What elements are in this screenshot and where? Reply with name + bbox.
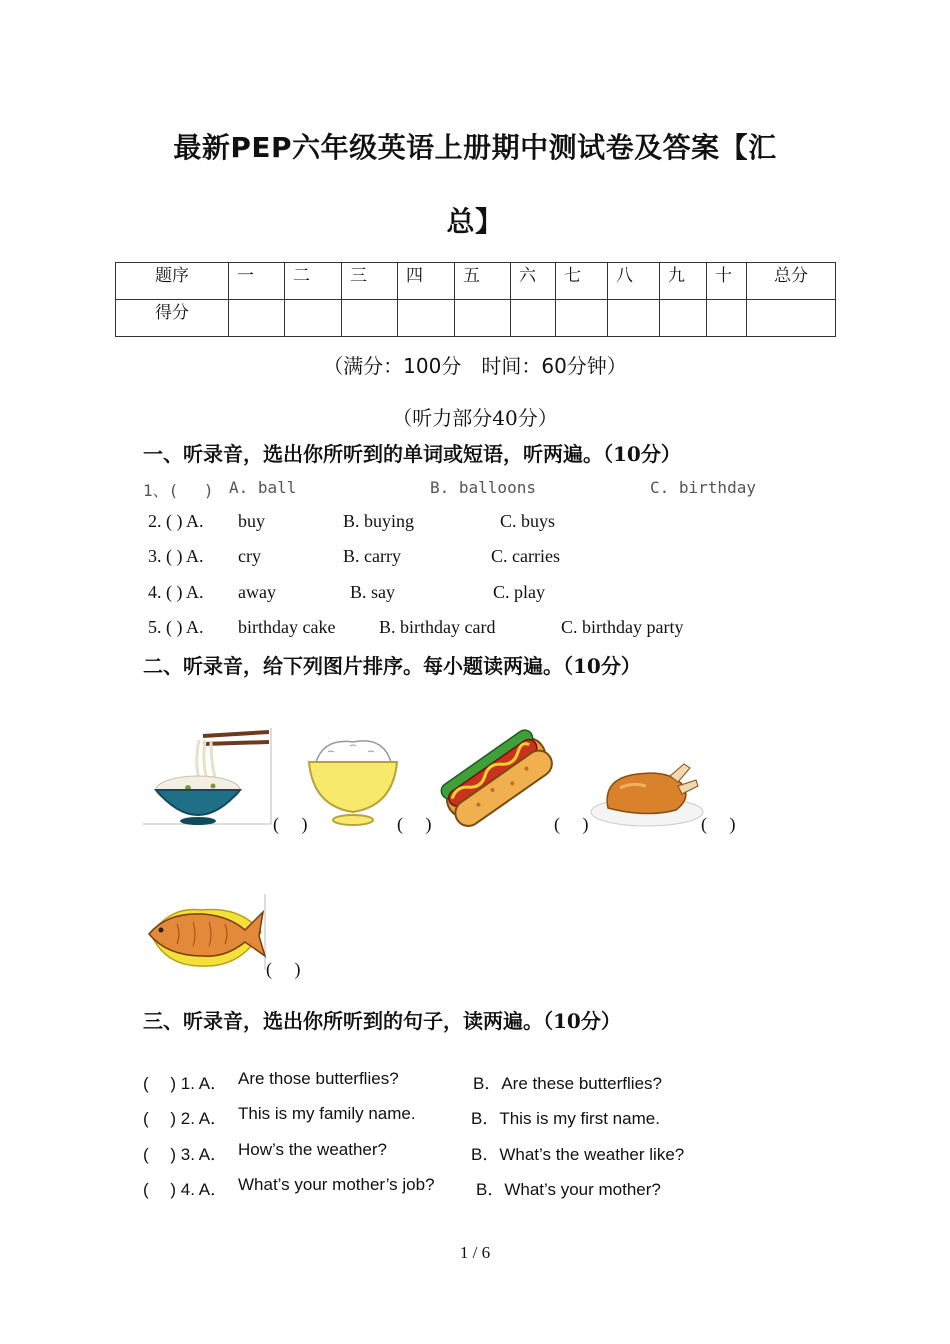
header-cell: 总分: [747, 263, 836, 300]
noodles-icon: [143, 728, 273, 826]
header-cell: 四: [398, 263, 455, 300]
header-cell: 一: [229, 263, 285, 300]
option-b: B. buying: [343, 511, 415, 531]
option-a: away: [238, 582, 276, 602]
score-cell[interactable]: [285, 300, 342, 337]
answer-blank[interactable]: ( ): [266, 959, 301, 979]
header-cell: 题序: [116, 263, 229, 300]
score-cell[interactable]: [229, 300, 285, 337]
answer-blank[interactable]: ( ): [397, 814, 432, 834]
option-a: This is my family name.: [238, 1104, 416, 1123]
score-cell[interactable]: [660, 300, 707, 337]
answer-blank[interactable]: ( ): [701, 814, 736, 834]
option-b: B. birthday card: [379, 617, 496, 637]
header-cell: 三: [342, 263, 398, 300]
option-a: How’s the weather?: [238, 1140, 387, 1159]
question-prefix: 4. ( ) A.: [148, 582, 204, 602]
option-a: buy: [238, 511, 265, 531]
header-cell: 九: [660, 263, 707, 300]
score-cell[interactable]: [342, 300, 398, 337]
exam-info: （满分：100分 时间：60分钟）: [323, 354, 627, 378]
score-table: [115, 262, 836, 337]
option-c: C. play: [493, 582, 545, 602]
option-b: B．Are these butterflies?: [473, 1074, 662, 1093]
option-b: B．This is my first name.: [471, 1109, 660, 1128]
option-a: Are those butterflies?: [238, 1069, 399, 1088]
question1-prefix: 1、( ): [143, 481, 214, 500]
header-cell: 七: [556, 263, 608, 300]
score-cell[interactable]: [556, 300, 608, 337]
score-cell[interactable]: [747, 300, 836, 337]
page-number: 1 / 6: [459, 1243, 491, 1262]
option-b: B. say: [350, 582, 395, 602]
option-b: B. carry: [343, 546, 401, 566]
fish-icon: [143, 894, 267, 972]
option-a: cry: [238, 546, 261, 566]
score-table-score-row: [116, 300, 836, 337]
option-c: C. buys: [500, 511, 556, 531]
option-b: B．What’s the weather like?: [471, 1145, 685, 1164]
score-cell[interactable]: [707, 300, 747, 337]
document-title-line1: 最新PEP六年级英语上册期中测试卷及答案【汇: [173, 131, 777, 164]
section1-heading: 一、听录音，选出你所听到的单词或短语，听两遍。（10分）: [143, 442, 681, 466]
answer-blank[interactable]: ( ): [554, 814, 589, 834]
question1-option-b: B. balloons: [430, 478, 536, 497]
question-prefix: ( ) 1. A．: [143, 1074, 228, 1093]
hot-dog-icon: [435, 720, 555, 828]
rice-bowl-icon: [306, 738, 400, 828]
header-cell: 六: [511, 263, 556, 300]
score-cell[interactable]: [511, 300, 556, 337]
document-title-line2: 总】: [446, 205, 504, 238]
header-cell: 五: [455, 263, 511, 300]
answer-blank[interactable]: ( ): [273, 814, 308, 834]
header-cell: 二: [285, 263, 342, 300]
section2-heading: 二、听录音，给下列图片排序。每小题读两遍。（10分）: [143, 654, 641, 678]
question-prefix: 5. ( ) A.: [148, 617, 204, 637]
header-cell: 八: [608, 263, 660, 300]
score-cell[interactable]: [455, 300, 511, 337]
option-a: birthday cake: [238, 617, 336, 637]
row-label-cell: 得分: [116, 300, 229, 337]
header-cell: 十: [707, 263, 747, 300]
option-c: C. carries: [491, 546, 560, 566]
score-cell[interactable]: [398, 300, 455, 337]
score-cell[interactable]: [608, 300, 660, 337]
option-a: What’s your mother’s job?: [238, 1175, 435, 1194]
question-prefix: ( ) 4. A．: [143, 1180, 228, 1199]
score-table-header-row: [116, 263, 836, 300]
listening-note: （听力部分40分）: [392, 406, 558, 430]
roast-chicken-icon: [590, 758, 704, 828]
option-b: B．What’s your mother?: [476, 1180, 661, 1199]
question-prefix: 3. ( ) A.: [148, 546, 204, 566]
question-prefix: 2. ( ) A.: [148, 511, 204, 531]
section3-heading: 三、听录音，选出你所听到的句子，读两遍。（10分）: [143, 1009, 621, 1033]
question1-option-a: A. ball: [229, 478, 297, 497]
question1-option-c: C. birthday: [650, 478, 756, 497]
option-c: C. birthday party: [561, 617, 684, 637]
question-prefix: ( ) 3. A．: [143, 1145, 228, 1164]
question-prefix: ( ) 2. A．: [143, 1109, 228, 1128]
